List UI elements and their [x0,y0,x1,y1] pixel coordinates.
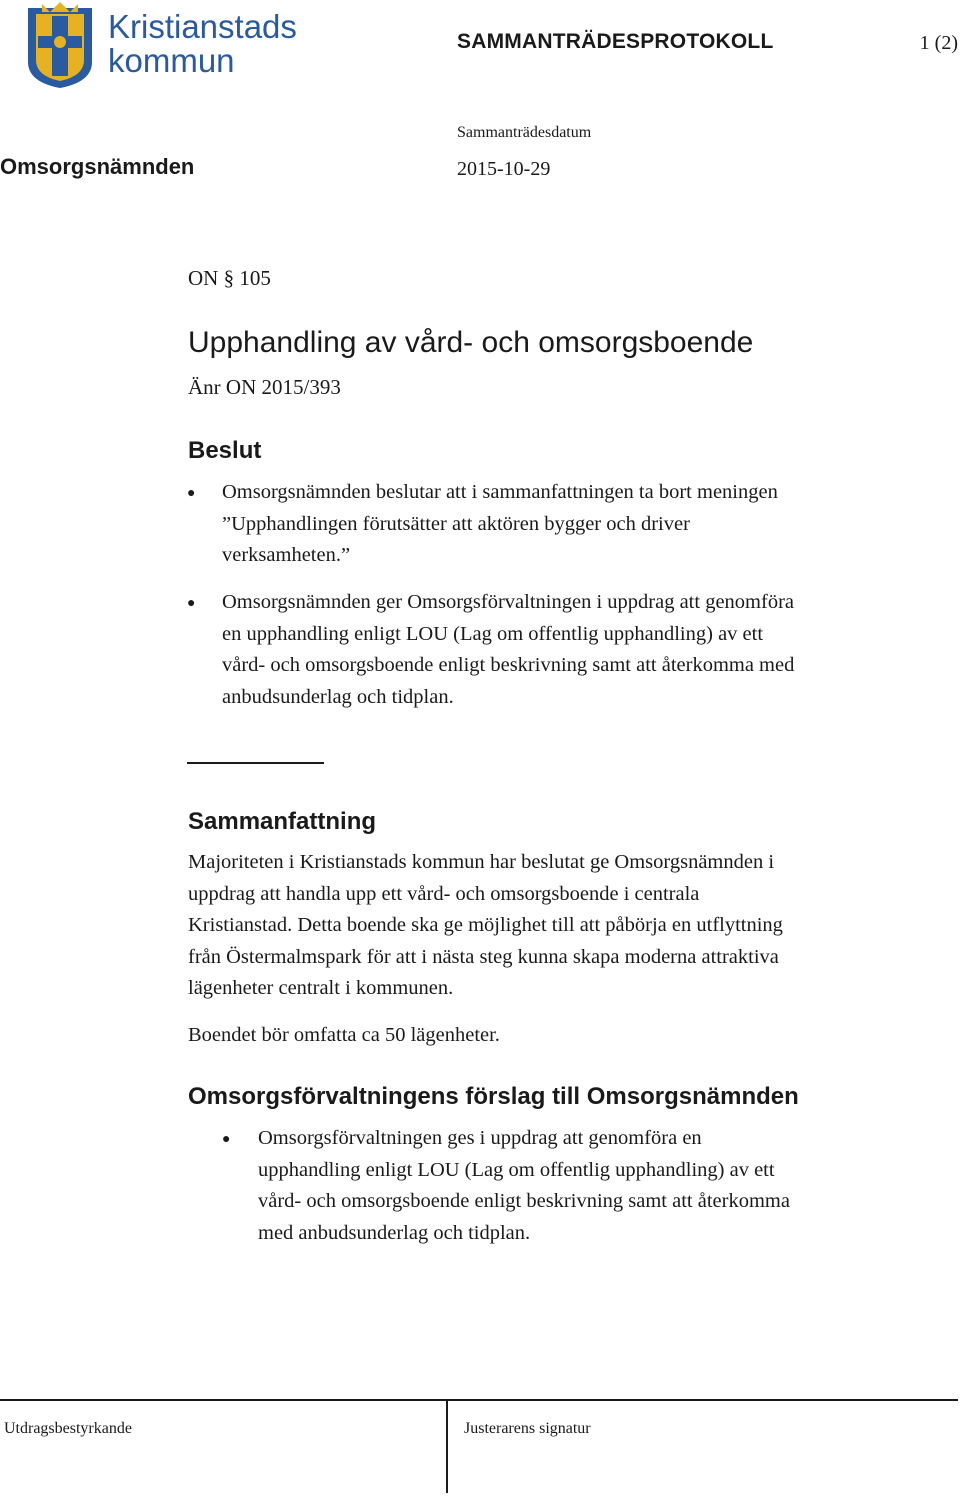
text-line: anbudsunderlag och tidplan. [222,685,454,708]
footer-divider [446,1399,448,1493]
summary-paragraph-2: Boendet bör omfatta ca 50 lägenheter. [188,1024,500,1046]
text-line: med anbudsunderlag och tidplan. [258,1221,531,1244]
proposal-item-1 [258,1123,790,1249]
text-line: Majoriteten i Kristianstads kommun har beslutat ge Omsorgsnämnden i [188,851,775,873]
document-type: SAMMANTRÄDESPROTOKOLL [457,30,774,53]
section-divider [187,762,324,764]
text-line: upphandling enligt LOU (Lag om offentlig upphandling) av ett [258,1158,775,1181]
page-title: Upphandling av vård- och omsorgsboende [188,326,754,359]
decision-item-2 [222,587,794,713]
text-line: vård- och omsorgsboende enligt beskrivning samt att återkomma [258,1190,790,1212]
page-number: 1 (2) [919,32,958,54]
meeting-date-label: Sammanträdesdatum [457,124,592,141]
paragraph-reference: ON § 105 [188,266,271,290]
text-line: vård- och omsorgsboende enligt beskrivning samt att återkomma med [222,654,795,676]
board-name: Omsorgsnämnden [0,154,195,179]
footer-rule [0,1399,958,1401]
logo-text-line1: Kristianstads [108,8,297,45]
text-line: lägenheter centralt i kommunen. [188,977,454,999]
text-line: uppdrag att handla upp ett vård- och omsorgsboende i centrala [188,882,700,905]
text-line: Kristianstad. Detta boende ska ge möjlighet till att påbörja en utflyttning [188,914,783,936]
certification-field-label: Utdragsbestyrkande [4,1420,132,1437]
text-line: från Östermalmspark för att i nästa steg kunna skapa moderna attraktiva [188,945,779,968]
bullet-dot-icon: ● [187,596,196,611]
coat-of-arms-icon [28,2,92,88]
bullet-dot-icon: ● [187,486,196,501]
meeting-date: 2015-10-29 [457,158,551,180]
text-line: Omsorgsnämnden ger Omsorgsförvaltningen i uppdrag att genomföra [222,591,794,613]
text-line: verksamheten.” [222,544,351,566]
summary-heading: Sammanfattning [188,808,377,835]
summary-paragraph-1 [188,847,783,1005]
decision-item-1 [222,477,778,572]
text-line: ”Upphandlingen förutsätter att aktören bygger och driver [222,512,690,535]
signature-field-label: Justerarens signatur [464,1420,591,1437]
text-line: Omsorgsförvaltningen ges i uppdrag att genomföra en [258,1127,702,1149]
proposal-heading: Omsorgsförvaltningens förslag till Omsorgsnämnden [188,1083,799,1110]
decision-heading: Beslut [188,437,262,464]
bullet-dot-icon: ● [222,1132,231,1147]
text-line: Omsorgsnämnden beslutar att i sammanfattningen ta bort meningen [222,481,778,503]
logo-text-line2: kommun [108,42,235,79]
municipality-logo [22,2,312,92]
text-line: en upphandling enligt LOU (Lag om offentlig upphandling) av ett [222,622,764,645]
case-reference: Änr ON 2015/393 [188,375,341,399]
